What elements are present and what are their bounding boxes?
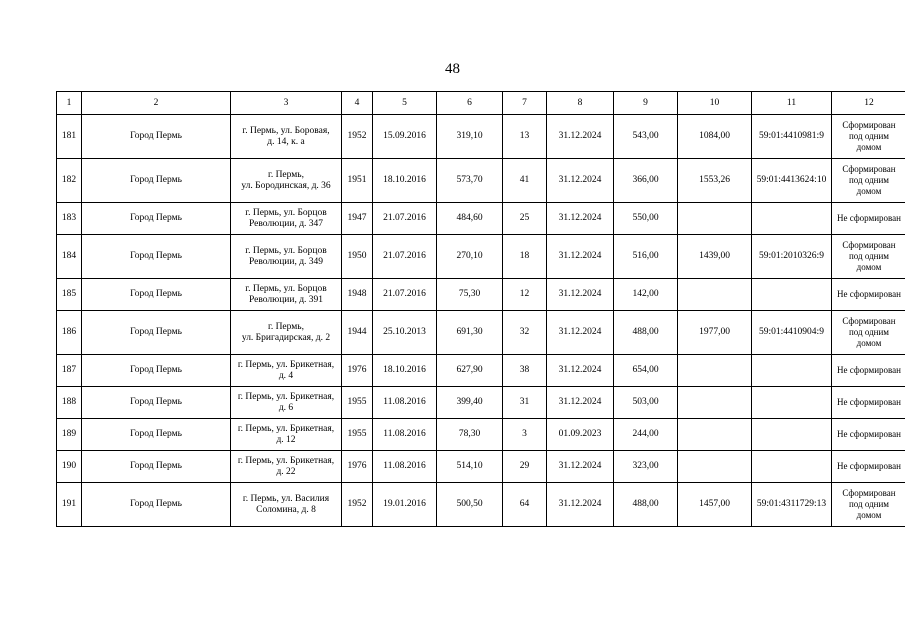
survey-date-cell: 11.08.2016 <box>373 419 437 451</box>
row-number-cell: 181 <box>57 115 82 159</box>
row-number-cell: 183 <box>57 203 82 235</box>
plot-area-cell: 1977,00 <box>678 311 752 355</box>
plot-status-line: Не сформирован <box>837 429 901 439</box>
table-row <box>57 115 905 159</box>
table-row <box>57 355 905 387</box>
column-header: 1 <box>57 92 82 115</box>
survey-date-cell: 15.09.2016 <box>373 115 437 159</box>
city-cell: Город Пермь <box>82 451 231 483</box>
address-cell <box>231 483 342 527</box>
cadastral-number-cell: 59:01:2010326:9 <box>752 235 832 279</box>
address-line: д. 4 <box>278 370 294 381</box>
area-cell: 500,50 <box>437 483 503 527</box>
row-number-cell: 191 <box>57 483 82 527</box>
residents-cell: 32 <box>503 311 547 355</box>
address-cell <box>231 159 342 203</box>
residents-cell: 38 <box>503 355 547 387</box>
plot-area-cell: 1439,00 <box>678 235 752 279</box>
land-area-cell: 550,00 <box>614 203 678 235</box>
area-cell: 484,60 <box>437 203 503 235</box>
address-line: г. Пермь, ул. Борцов <box>245 245 327 256</box>
city-cell: Город Пермь <box>82 279 231 311</box>
survey-date-cell: 18.10.2016 <box>373 159 437 203</box>
plot-status-line: домом <box>856 338 882 348</box>
address-line: Революции, д. 349 <box>248 256 324 267</box>
address-line: г. Пермь, ул. Брикетная, <box>237 423 335 434</box>
residents-cell: 3 <box>503 419 547 451</box>
cadastral-number-cell <box>752 203 832 235</box>
column-header: 7 <box>503 92 547 115</box>
address-line: г. Пермь, ул. Брикетная, <box>237 359 335 370</box>
year-built-cell: 1948 <box>342 279 373 311</box>
address-cell <box>231 387 342 419</box>
address-line: Революции, д. 347 <box>248 218 324 229</box>
plot-status-line: Сформирован <box>842 164 896 174</box>
table-body <box>57 115 905 527</box>
city-cell: Город Пермь <box>82 159 231 203</box>
address-cell <box>231 419 342 451</box>
plot-area-cell: 1457,00 <box>678 483 752 527</box>
year-built-cell: 1952 <box>342 115 373 159</box>
address-cell <box>231 355 342 387</box>
survey-date-cell: 21.07.2016 <box>373 279 437 311</box>
year-built-cell: 1976 <box>342 451 373 483</box>
year-built-cell: 1947 <box>342 203 373 235</box>
address-line: Революции, д. 391 <box>248 294 324 305</box>
plot-status-cell <box>832 159 905 203</box>
plot-status-line: домом <box>856 262 882 272</box>
land-area-cell: 503,00 <box>614 387 678 419</box>
plot-status-line: домом <box>856 510 882 520</box>
plot-status-cell <box>832 483 905 527</box>
survey-date-cell: 19.01.2016 <box>373 483 437 527</box>
address-line: г. Пермь, ул. Борцов <box>245 283 327 294</box>
plot-area-cell <box>678 279 752 311</box>
resettlement-deadline-cell: 31.12.2024 <box>547 483 614 527</box>
plot-status-cell <box>832 279 905 311</box>
address-cell <box>231 115 342 159</box>
plot-status-line: Сформирован <box>842 488 896 498</box>
column-number-header-row <box>57 92 905 115</box>
resettlement-deadline-cell: 31.12.2024 <box>547 355 614 387</box>
page-number: 48 <box>445 61 460 77</box>
year-built-cell: 1955 <box>342 387 373 419</box>
plot-status-line: Сформирован <box>842 120 896 130</box>
residents-cell: 64 <box>503 483 547 527</box>
address-line: г. Пермь, ул. Боровая, <box>242 125 330 136</box>
survey-date-cell: 21.07.2016 <box>373 235 437 279</box>
plot-status-line: Не сформирован <box>837 289 901 299</box>
land-area-cell: 244,00 <box>614 419 678 451</box>
plot-status-cell <box>832 203 905 235</box>
column-header: 10 <box>678 92 752 115</box>
plot-status-cell <box>832 311 905 355</box>
year-built-cell: 1950 <box>342 235 373 279</box>
address-cell <box>231 311 342 355</box>
city-cell: Город Пермь <box>82 115 231 159</box>
plot-status-line: под одним <box>848 327 890 337</box>
column-header: 5 <box>373 92 437 115</box>
residents-cell: 12 <box>503 279 547 311</box>
plot-status-cell <box>832 451 905 483</box>
row-number-cell: 184 <box>57 235 82 279</box>
address-line: г. Пермь, <box>268 321 304 332</box>
city-cell: Город Пермь <box>82 203 231 235</box>
year-built-cell: 1951 <box>342 159 373 203</box>
land-area-cell: 488,00 <box>614 483 678 527</box>
area-cell: 691,30 <box>437 311 503 355</box>
cadastral-number-cell <box>752 451 832 483</box>
resettlement-deadline-cell: 01.09.2023 <box>547 419 614 451</box>
city-cell: Город Пермь <box>82 419 231 451</box>
plot-status-cell <box>832 115 905 159</box>
cadastral-number-cell <box>752 419 832 451</box>
year-built-cell: 1952 <box>342 483 373 527</box>
resettlement-deadline-cell: 31.12.2024 <box>547 159 614 203</box>
column-header: 2 <box>82 92 231 115</box>
residents-cell: 18 <box>503 235 547 279</box>
table-row <box>57 419 905 451</box>
table-row <box>57 203 905 235</box>
area-cell: 78,30 <box>437 419 503 451</box>
area-cell: 319,10 <box>437 115 503 159</box>
plot-area-cell <box>678 419 752 451</box>
row-number-cell: 189 <box>57 419 82 451</box>
address-line: г. Пермь, <box>268 169 304 180</box>
plot-status-line: Не сформирован <box>837 461 901 471</box>
cadastral-number-cell <box>752 279 832 311</box>
table-row <box>57 235 905 279</box>
survey-date-cell: 21.07.2016 <box>373 203 437 235</box>
address-line: д. 12 <box>276 434 296 445</box>
plot-area-cell: 1084,00 <box>678 115 752 159</box>
survey-date-cell: 11.08.2016 <box>373 451 437 483</box>
address-cell <box>231 451 342 483</box>
row-number-cell: 185 <box>57 279 82 311</box>
resettlement-deadline-cell: 31.12.2024 <box>547 279 614 311</box>
resettlement-deadline-cell: 31.12.2024 <box>547 451 614 483</box>
column-header: 8 <box>547 92 614 115</box>
area-cell: 514,10 <box>437 451 503 483</box>
plot-status-line: Сформирован <box>842 316 896 326</box>
resettlement-deadline-cell: 31.12.2024 <box>547 311 614 355</box>
area-cell: 270,10 <box>437 235 503 279</box>
year-built-cell: 1976 <box>342 355 373 387</box>
cadastral-number-cell: 59:01:4410981:9 <box>752 115 832 159</box>
address-line: г. Пермь, ул. Брикетная, <box>237 391 335 402</box>
cadastral-number-cell: 59:01:4413624:10 <box>752 159 832 203</box>
row-number-cell: 187 <box>57 355 82 387</box>
land-area-cell: 654,00 <box>614 355 678 387</box>
city-cell: Город Пермь <box>82 235 231 279</box>
resettlement-deadline-cell: 31.12.2024 <box>547 387 614 419</box>
address-line: ул. Бородинская, д. 36 <box>241 180 331 191</box>
table-row <box>57 451 905 483</box>
address-line: д. 22 <box>276 466 296 477</box>
row-number-cell: 186 <box>57 311 82 355</box>
address-line: д. 6 <box>278 402 294 413</box>
land-area-cell: 366,00 <box>614 159 678 203</box>
address-line: Соломина, д. 8 <box>256 504 316 515</box>
survey-date-cell: 18.10.2016 <box>373 355 437 387</box>
plot-status-cell <box>832 419 905 451</box>
row-number-cell: 190 <box>57 451 82 483</box>
table-row <box>57 279 905 311</box>
address-cell <box>231 279 342 311</box>
plot-status-cell <box>832 235 905 279</box>
land-area-cell: 543,00 <box>614 115 678 159</box>
resettlement-deadline-cell: 31.12.2024 <box>547 203 614 235</box>
address-line: д. 14, к. а <box>267 136 305 147</box>
city-cell: Город Пермь <box>82 483 231 527</box>
year-built-cell: 1955 <box>342 419 373 451</box>
plot-status-line: под одним <box>848 499 890 509</box>
area-cell: 399,40 <box>437 387 503 419</box>
plot-status-line: Не сформирован <box>837 397 901 407</box>
resettlement-deadline-cell: 31.12.2024 <box>547 235 614 279</box>
plot-area-cell <box>678 387 752 419</box>
residents-cell: 25 <box>503 203 547 235</box>
land-area-cell: 488,00 <box>614 311 678 355</box>
plot-status-cell <box>832 387 905 419</box>
plot-status-line: домом <box>856 142 882 152</box>
city-cell: Город Пермь <box>82 311 231 355</box>
plot-status-line: под одним <box>848 175 890 185</box>
residents-cell: 13 <box>503 115 547 159</box>
table-row <box>57 311 905 355</box>
plot-area-cell <box>678 355 752 387</box>
land-area-cell: 323,00 <box>614 451 678 483</box>
address-line: г. Пермь, ул. Василия <box>242 493 330 504</box>
address-line: г. Пермь, ул. Брикетная, <box>237 455 335 466</box>
address-cell <box>231 235 342 279</box>
column-header: 4 <box>342 92 373 115</box>
row-number-cell: 188 <box>57 387 82 419</box>
address-line: ул. Бригадирская, д. 2 <box>241 332 331 343</box>
column-header: 6 <box>437 92 503 115</box>
plot-status-line: под одним <box>848 131 890 141</box>
year-built-cell: 1944 <box>342 311 373 355</box>
column-header: 11 <box>752 92 832 115</box>
area-cell: 627,90 <box>437 355 503 387</box>
area-cell: 75,30 <box>437 279 503 311</box>
housing-registry-table <box>56 91 905 527</box>
survey-date-cell: 11.08.2016 <box>373 387 437 419</box>
address-line: г. Пермь, ул. Борцов <box>245 207 327 218</box>
column-header: 3 <box>231 92 342 115</box>
residents-cell: 29 <box>503 451 547 483</box>
plot-status-line: домом <box>856 186 882 196</box>
plot-status-line: Не сформирован <box>837 365 901 375</box>
resettlement-deadline-cell: 31.12.2024 <box>547 115 614 159</box>
column-header: 12 <box>832 92 905 115</box>
plot-status-line: Сформирован <box>842 240 896 250</box>
area-cell: 573,70 <box>437 159 503 203</box>
cadastral-number-cell <box>752 387 832 419</box>
cadastral-number-cell <box>752 355 832 387</box>
table-row <box>57 159 905 203</box>
row-number-cell: 182 <box>57 159 82 203</box>
city-cell: Город Пермь <box>82 355 231 387</box>
table-row <box>57 483 905 527</box>
residents-cell: 31 <box>503 387 547 419</box>
land-area-cell: 516,00 <box>614 235 678 279</box>
survey-date-cell: 25.10.2013 <box>373 311 437 355</box>
address-cell <box>231 203 342 235</box>
plot-status-line: Не сформирован <box>837 213 901 223</box>
plot-area-cell <box>678 203 752 235</box>
table-row <box>57 387 905 419</box>
column-header: 9 <box>614 92 678 115</box>
city-cell: Город Пермь <box>82 387 231 419</box>
cadastral-number-cell: 59:01:4311729:13 <box>752 483 832 527</box>
plot-status-line: под одним <box>848 251 890 261</box>
plot-area-cell: 1553,26 <box>678 159 752 203</box>
residents-cell: 41 <box>503 159 547 203</box>
plot-status-cell <box>832 355 905 387</box>
cadastral-number-cell: 59:01:4410904:9 <box>752 311 832 355</box>
plot-area-cell <box>678 451 752 483</box>
land-area-cell: 142,00 <box>614 279 678 311</box>
